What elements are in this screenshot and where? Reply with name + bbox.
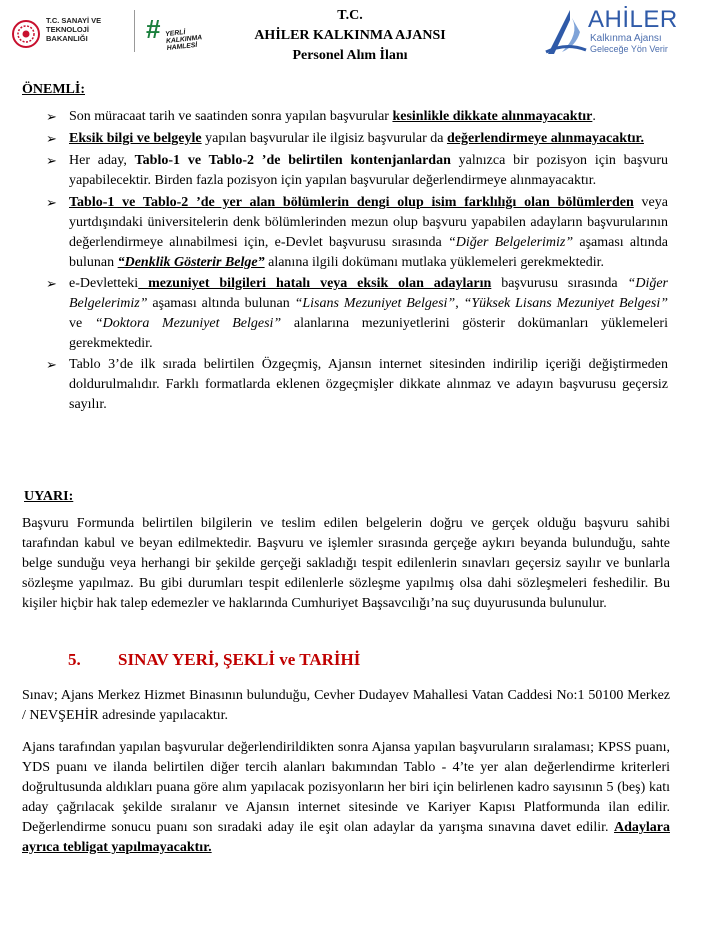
arrow-bullet-icon: ➢ — [46, 195, 57, 210]
arrow-bullet-icon: ➢ — [46, 109, 57, 124]
arrow-bullet-icon: ➢ — [46, 357, 57, 372]
section-5-heading — [68, 650, 360, 670]
arrow-bullet-icon: ➢ — [46, 276, 57, 291]
hamle-text: YERLİ KALKINMA HAMLESİ — [165, 29, 203, 53]
exam-location-text: Sınav; Ajans Merkez Hizmet Binasının bulunduğu, Cevher Dudayev Mahallesi Vatan Caddesi No:1 50100 Merkez / NEVŞEHİR adresinde yapılacaktır. — [22, 688, 670, 723]
important-list — [22, 107, 668, 415]
title-line-agency: AHİLER KALKINMA AJANSI — [254, 28, 446, 43]
page-header — [0, 0, 710, 80]
warning-text: Başvuru Formunda belirtilen bilgilerin ve teslim edilen belgelerin doğru ve gerçek olduğu başvuru sahibi tarafından kabul ve beyan edilmektedir. Başvuru ve işlemler sırasında gerçeğe aykırı beyanda bulunduğu, sahte belge sunduğu veya herhangi bir şekilde gerçeği sakladığı tespit edilenlerin sınavları geçersiz sayılır ve bunlarla sözleşme yapılmaz. Bu gibi durumları tespit edilenlerle sözleşme yapılmış olsa dahi sözleşmeleri feshedilir. Bu kişiler hiçbir hak talep edemezler ve haklarında Cumhuriyet Başsavcılığı’na suç duyurusunda bulunulur. — [22, 516, 670, 611]
title-line-announcement: Personel Alım İlanı — [292, 48, 408, 63]
arrow-bullet-icon: ➢ — [46, 153, 57, 168]
warning-label: UYARI: — [24, 489, 74, 504]
header-divider — [134, 10, 135, 52]
list-item: ➢ Tablo 3’de ilk sırada belirtilen Özgeçmiş, Ajansın internet sitesinden indirilip içeriği değiştirmeden doldurulmalıdır. Farklı formatlarda eklenen özgeçmişler dikkate alınmaz ve adayın başvurusu geçersiz sayılır. — [46, 357, 668, 412]
exam-ranking-text: Ajans tarafından yapılan başvurular değerlendirildikten sonra Ajansa yapılan başvuruların sıralaması; KPSS puanı, YDS puanı ve ilanda belirtilen diğer tercih alanları bakımından Tablo - 4’te yer alan değerlendirme kriterleri doğrultusunda aldıkları puana göre alım yapılacak pozisyonların her biri için belirlenen kadro sayısının 5 (beş) katı aday çağrılacak şekilde sıralanır ve Ajansın internet sitesinde ve Kariyer Kapısı Platformunda ilan edilir. Değerlendirme sonucu puanı son sıradaki aday ile eşit olan adaylar da yarışma sınavına davet edilir. Adaylara ayrıca tebligat yapılmayacaktır. — [22, 740, 670, 855]
section-5-title: SINAV YERİ, ŞEKLİ ve TARİHİ — [118, 650, 361, 669]
list-item: ➢ Eksik bilgi ve belgeyle yapılan başvurular ile ilgisiz başvurular da değerlendirmeye alınmayacaktır. — [22, 129, 668, 149]
agency-logo-tagline: Geleceğe Yön Verir — [590, 44, 668, 54]
svg-text:#: # — [146, 14, 161, 44]
agency-logo-subtitle: Kalkınma Ajansı — [590, 33, 662, 44]
list-item: ➢ e-Devletteki mezuniyet bilgileri hatalı veya eksik olan adayların başvurusu sırasında “Diğer Belgelerimiz” aşaması altında bulunan “Lisans Mezuniyet Belgesi”, “Yüksek Lisans Mezuniyet Belgesi” ve “Doktora Mezuniyet Belgesi” alanlarına mezuniyetlerini gösterir dokümanları yüklemeleri gerekmektedir. — [46, 276, 668, 351]
hamle-hashtag-icon — [146, 14, 161, 44]
section-5-number: 5. — [68, 650, 81, 669]
no-notification-note: Adaylara ayrıca tebligat yapılmayacaktır. — [22, 820, 670, 855]
list-item: ➢ Tablo-1 ve Tablo-2 ’de yer alan bölümlerin dengi olup isim farklılığı olan bölümlerden veya yurtdışındaki üniversitelerin denk bölümlerinden mezun olup başvuru yapabilen adayların başvurularının değerlendirmeye alınabilmesi için, e-Devlet başvurusu sırasında “Diğer Belgelerimiz” aşaması altında bulunan “Denklik Gösterir Belge” alanına ilgili dokümanı mutlaka yüklemeleri gerekmektedir. — [46, 195, 668, 270]
ministry-name: T.C. SANAYİ VE TEKNOLOJİ BAKANLIĞI — [46, 16, 102, 43]
page-title — [215, 6, 485, 66]
list-item: ➢ Her aday, Tablo-1 ve Tablo-2 ’de belirtilen kontenjanlardan yalnızca bir pozisyon için başvuru yapabilecektir. Birden fazla pozisyon için yapılan başvurular değerlendirmeye alınmayacaktır. — [46, 153, 668, 188]
agency-logo-name: AHİLER — [588, 6, 678, 33]
title-line-tc: T.C. — [337, 8, 363, 23]
arrow-bullet-icon: ➢ — [46, 131, 57, 146]
ministry-emblem-icon — [13, 21, 39, 47]
list-item: ➢ Son müracaat tarih ve saatinden sonra yapılan başvurular kesinlikle dikkate alınmayacaktır. — [22, 107, 668, 127]
important-label: ÖNEMLİ: — [22, 82, 85, 97]
